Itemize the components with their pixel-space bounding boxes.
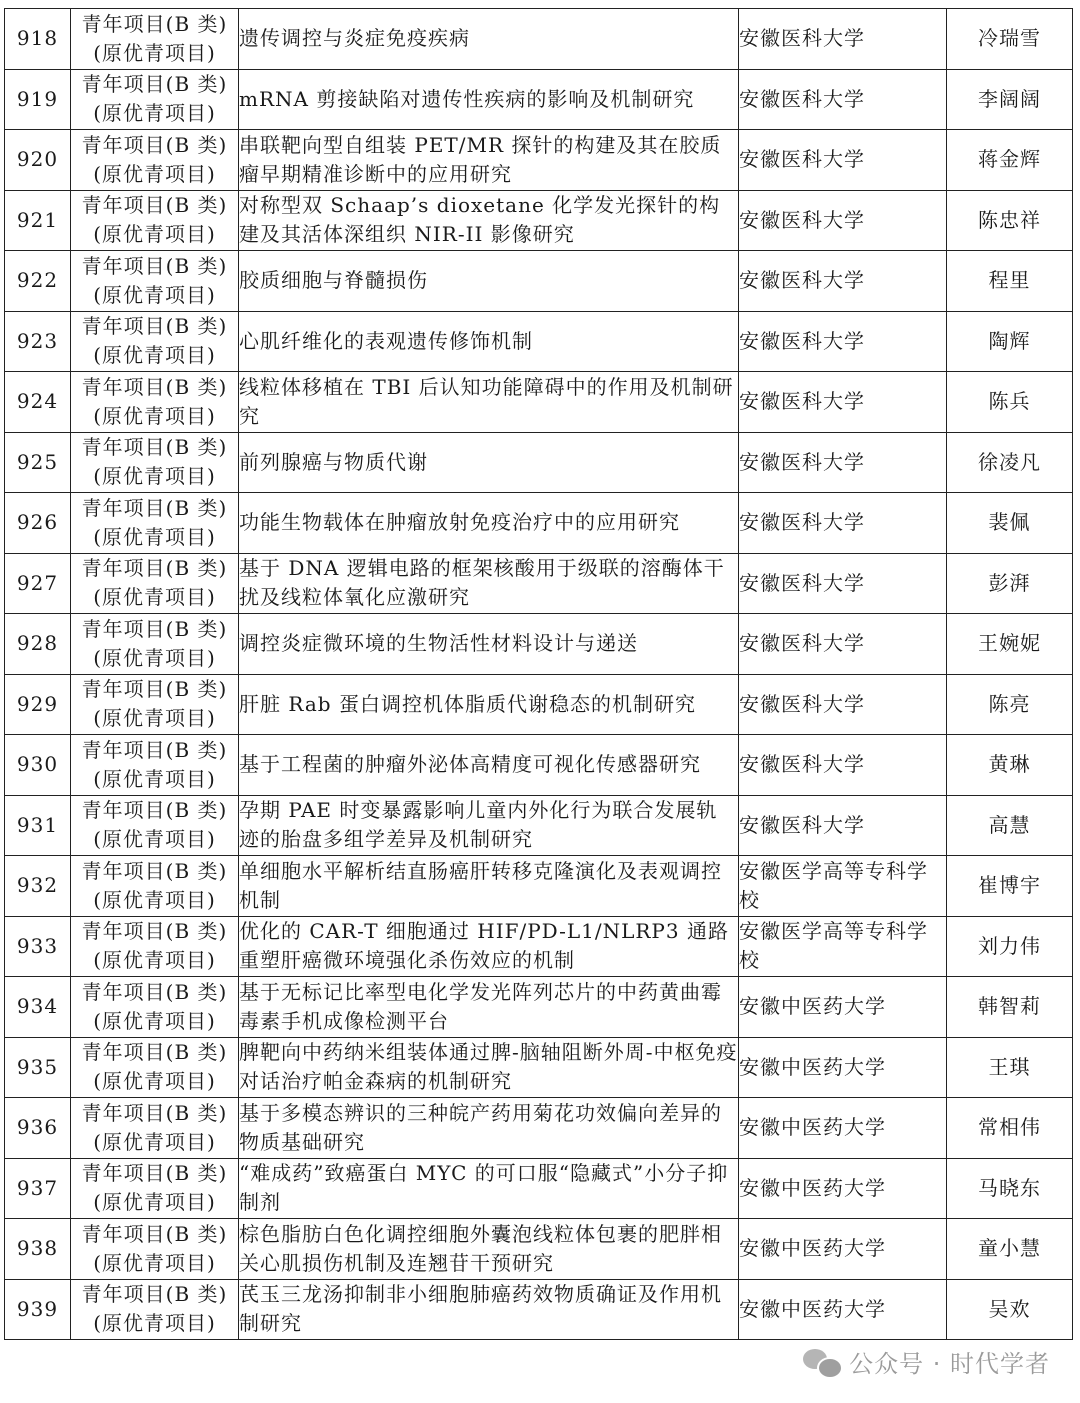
project-title: 遗传调控与炎症免疫疾病 [239,9,739,70]
table-row [5,1037,1073,1098]
project-title: 单细胞水平解析结直肠癌肝转移克隆演化及表观调控机制 [239,856,739,917]
project-type-line1: 青年项目(B 类) [81,798,228,823]
project-type-line1: 青年项目(B 类) [81,1040,228,1065]
project-type-line1: 青年项目(B 类) [81,616,228,641]
project-title: 胶质细胞与脊髓损伤 [239,251,739,312]
project-type [71,916,239,977]
project-type-line2: (原优青项目) [93,101,216,126]
project-type [71,1037,239,1098]
project-type [71,372,239,433]
table-row [5,614,1073,675]
project-type-line1: 青年项目(B 类) [81,1100,228,1125]
table-row [5,856,1073,917]
project-type-line2: (原优青项目) [93,766,216,791]
project-title: 基于工程菌的肿瘤外泌体高精度可视化传感器研究 [239,735,739,796]
table-row [5,735,1073,796]
principal-investigator: 黄琳 [947,735,1073,796]
table-row [5,674,1073,735]
row-number: 923 [5,311,71,372]
table-row [5,1219,1073,1280]
principal-investigator: 高慧 [947,795,1073,856]
principal-investigator: 崔博宇 [947,856,1073,917]
principal-investigator: 李阔阔 [947,69,1073,130]
project-title: 功能生物载体在肿瘤放射免疫治疗中的应用研究 [239,493,739,554]
project-title: 基于无标记比率型电化学发光阵列芯片的中药黄曲霉毒素手机成像检测平台 [239,977,739,1038]
principal-investigator: 蒋金辉 [947,130,1073,191]
row-number: 931 [5,795,71,856]
row-number: 928 [5,614,71,675]
principal-investigator: 陈亮 [947,674,1073,735]
project-type-line1: 青年项目(B 类) [81,11,228,36]
row-number: 935 [5,1037,71,1098]
institution: 安徽医科大学 [739,614,947,675]
institution: 安徽医学高等专科学校 [739,856,947,917]
wechat-icon [803,1347,841,1377]
row-number: 926 [5,493,71,554]
table-row [5,130,1073,191]
institution: 安徽医学高等专科学校 [739,916,947,977]
project-type-line2: (原优青项目) [93,343,216,368]
table-row [5,977,1073,1038]
project-type [71,1098,239,1159]
project-title: 串联靶向型自组装 PET/MR 探针的构建及其在胶质瘤早期精准诊断中的应用研究 [239,130,739,191]
project-title: 孕期 PAE 时变暴露影响儿童内外化行为联合发展轨迹的胎盘多组学差异及机制研究 [239,795,739,856]
project-type-line2: (原优青项目) [93,585,216,610]
project-type-line2: (原优青项目) [93,524,216,549]
institution: 安徽中医药大学 [739,1279,947,1340]
institution: 安徽医科大学 [739,432,947,493]
table-row [5,9,1073,70]
project-type-line1: 青年项目(B 类) [81,193,228,218]
project-type-line2: (原优青项目) [93,948,216,973]
principal-investigator: 刘力伟 [947,916,1073,977]
row-number: 938 [5,1219,71,1280]
project-title: 肝脏 Rab 蛋白调控机体脂质代谢稳态的机制研究 [239,674,739,735]
row-number: 927 [5,553,71,614]
project-type [71,977,239,1038]
project-type [71,614,239,675]
project-title: 脾靶向中药纳米组装体通过脾-脑轴阻断外周-中枢免疫对话治疗帕金森病的机制研究 [239,1037,739,1098]
principal-investigator: 陶辉 [947,311,1073,372]
project-title: 基于 DNA 逻辑电路的框架核酸用于级联的溶酶体干扰及线粒体氧化应激研究 [239,553,739,614]
project-type [71,190,239,251]
project-type-line2: (原优青项目) [93,1008,216,1033]
institution: 安徽中医药大学 [739,1219,947,1280]
project-type [71,1279,239,1340]
institution: 安徽医科大学 [739,553,947,614]
row-number: 920 [5,130,71,191]
table-row [5,553,1073,614]
project-type-line2: (原优青项目) [93,1311,216,1336]
project-title: 优化的 CAR-T 细胞通过 HIF/PD-L1/NLRP3 通路重塑肝癌微环境强化杀伤效应的机制 [239,916,739,977]
project-type-line2: (原优青项目) [93,464,216,489]
project-title: “难成药”致癌蛋白 MYC 的可口服“隐藏式”小分子抑制剂 [239,1158,739,1219]
project-type [71,9,239,70]
project-type [71,674,239,735]
institution: 安徽中医药大学 [739,1158,947,1219]
watermark [803,1344,1050,1379]
institution: 安徽医科大学 [739,493,947,554]
project-type-line2: (原优青项目) [93,706,216,731]
project-title: 对称型双 Schaap’s dioxetane 化学发光探针的构建及其活体深组织 NIR-II 影像研究 [239,190,739,251]
project-type [71,1158,239,1219]
project-type [71,493,239,554]
project-type-line1: 青年项目(B 类) [81,858,228,883]
principal-investigator: 陈忠祥 [947,190,1073,251]
row-number: 924 [5,372,71,433]
project-type-line2: (原优青项目) [93,403,216,428]
project-table [4,8,1073,1340]
institution: 安徽医科大学 [739,311,947,372]
project-type-line1: 青年项目(B 类) [81,1161,228,1186]
row-number: 937 [5,1158,71,1219]
project-type [71,130,239,191]
project-type-line1: 青年项目(B 类) [81,72,228,97]
project-type-line2: (原优青项目) [93,222,216,247]
project-type [71,795,239,856]
table-row [5,311,1073,372]
project-type [71,251,239,312]
table-row [5,795,1073,856]
project-type [71,69,239,130]
document-sheet [4,8,1072,1340]
project-type-line1: 青年项目(B 类) [81,132,228,157]
project-type-line1: 青年项目(B 类) [81,919,228,944]
table-row [5,432,1073,493]
institution: 安徽医科大学 [739,795,947,856]
table-row [5,493,1073,554]
row-number: 939 [5,1279,71,1340]
project-type-line1: 青年项目(B 类) [81,1221,228,1246]
project-title: mRNA 剪接缺陷对遗传性疾病的影响及机制研究 [239,69,739,130]
project-type-line1: 青年项目(B 类) [81,495,228,520]
principal-investigator: 程里 [947,251,1073,312]
institution: 安徽医科大学 [739,9,947,70]
row-number: 932 [5,856,71,917]
principal-investigator: 王婉妮 [947,614,1073,675]
principal-investigator: 常相伟 [947,1098,1073,1159]
project-title: 线粒体移植在 TBI 后认知功能障碍中的作用及机制研究 [239,372,739,433]
row-number: 933 [5,916,71,977]
project-type-line2: (原优青项目) [93,1250,216,1275]
institution: 安徽医科大学 [739,190,947,251]
row-number: 936 [5,1098,71,1159]
table-row [5,916,1073,977]
project-type [71,735,239,796]
principal-investigator: 陈兵 [947,372,1073,433]
project-type-line2: (原优青项目) [93,887,216,912]
project-type-line2: (原优青项目) [93,282,216,307]
table-row [5,1098,1073,1159]
table-row [5,1279,1073,1340]
project-type-line1: 青年项目(B 类) [81,979,228,1004]
principal-investigator: 冷瑞雪 [947,9,1073,70]
project-type-line1: 青年项目(B 类) [81,677,228,702]
project-type [71,311,239,372]
row-number: 919 [5,69,71,130]
project-type-line1: 青年项目(B 类) [81,737,228,762]
table-row [5,372,1073,433]
project-type-line1: 青年项目(B 类) [81,253,228,278]
project-type-line2: (原优青项目) [93,827,216,852]
row-number: 929 [5,674,71,735]
project-title: 棕色脂肪白色化调控细胞外囊泡线粒体包裹的肥胖相关心肌损伤机制及连翘苷干预研究 [239,1219,739,1280]
project-title: 芪玉三龙汤抑制非小细胞肺癌药效物质确证及作用机制研究 [239,1279,739,1340]
project-type-line2: (原优青项目) [93,1069,216,1094]
table-row [5,1158,1073,1219]
principal-investigator: 王琪 [947,1037,1073,1098]
project-type-line2: (原优青项目) [93,1129,216,1154]
principal-investigator: 韩智莉 [947,977,1073,1038]
institution: 安徽医科大学 [739,372,947,433]
project-title: 调控炎症微环境的生物活性材料设计与递送 [239,614,739,675]
project-title: 基于多模态辨识的三种皖产药用菊花功效偏向差异的物质基础研究 [239,1098,739,1159]
principal-investigator: 裴佩 [947,493,1073,554]
project-type-line1: 青年项目(B 类) [81,1282,228,1307]
project-type-line2: (原优青项目) [93,1190,216,1215]
project-type [71,1219,239,1280]
institution: 安徽中医药大学 [739,1037,947,1098]
table-row [5,190,1073,251]
row-number: 930 [5,735,71,796]
row-number: 922 [5,251,71,312]
institution: 安徽医科大学 [739,251,947,312]
row-number: 918 [5,9,71,70]
principal-investigator: 吴欢 [947,1279,1073,1340]
project-title: 心肌纤维化的表观遗传修饰机制 [239,311,739,372]
institution: 安徽医科大学 [739,69,947,130]
institution: 安徽医科大学 [739,130,947,191]
row-number: 934 [5,977,71,1038]
principal-investigator: 童小慧 [947,1219,1073,1280]
row-number: 925 [5,432,71,493]
institution: 安徽医科大学 [739,674,947,735]
table-body [5,9,1073,1340]
institution: 安徽中医药大学 [739,977,947,1038]
project-type-line2: (原优青项目) [93,645,216,670]
project-type [71,553,239,614]
project-title: 前列腺癌与物质代谢 [239,432,739,493]
project-type-line2: (原优青项目) [93,40,216,65]
project-type [71,856,239,917]
project-type-line2: (原优青项目) [93,161,216,186]
project-type-line1: 青年项目(B 类) [81,314,228,339]
table-row [5,69,1073,130]
principal-investigator: 彭湃 [947,553,1073,614]
principal-investigator: 马晓东 [947,1158,1073,1219]
project-type [71,432,239,493]
institution: 安徽中医药大学 [739,1098,947,1159]
watermark-text: 公众号 · 时代学者 [849,1350,1050,1378]
project-type-line1: 青年项目(B 类) [81,556,228,581]
project-type-line1: 青年项目(B 类) [81,374,228,399]
project-type-line1: 青年项目(B 类) [81,435,228,460]
table-row [5,251,1073,312]
row-number: 921 [5,190,71,251]
institution: 安徽医科大学 [739,735,947,796]
principal-investigator: 徐凌凡 [947,432,1073,493]
